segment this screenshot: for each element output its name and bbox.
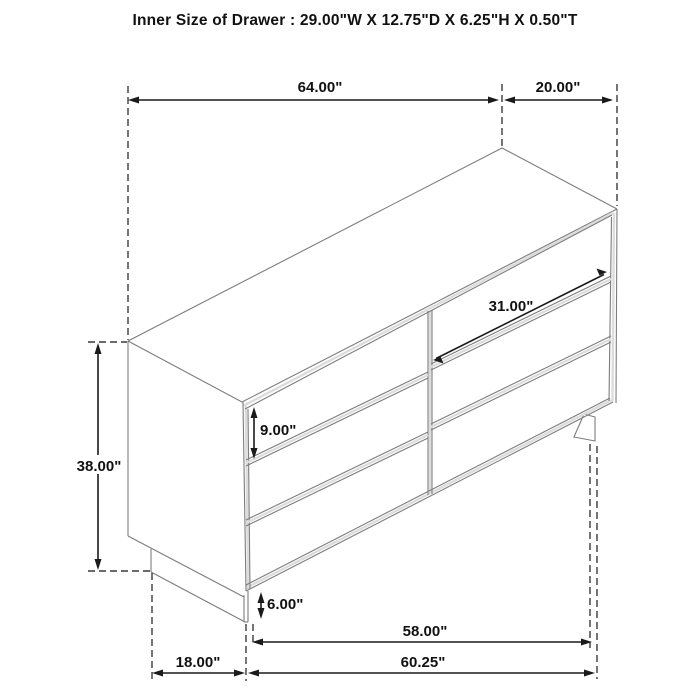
label-top-depth: 20.00" [535, 79, 581, 96]
dresser-outline [128, 148, 617, 622]
dimension-base-height [258, 592, 265, 619]
label-side-depth: 18.00" [175, 654, 221, 671]
label-drawer-height: 9.00" [260, 422, 297, 439]
dimension-top-width [128, 97, 499, 104]
dresser-top-face [128, 148, 617, 402]
dresser-left-side-panel [128, 341, 244, 597]
label-base-overall-width: 60.25" [400, 654, 446, 671]
label-overall-height: 38.00" [76, 458, 122, 475]
dimension-top-depth [504, 97, 613, 104]
panel-thickness-shading [244, 213, 614, 590]
drawer-gaps-left-column [246, 372, 428, 526]
label-drawer-width: 31.00" [488, 298, 534, 315]
dresser-base-plinth [151, 549, 248, 622]
label-base-height: 6.00" [267, 596, 304, 613]
extension-lines [88, 84, 617, 682]
label-base-front-width: 58.00" [402, 623, 448, 640]
dimension-lines [95, 97, 614, 677]
label-top-width: 64.00" [297, 79, 343, 96]
diagram-title: Inner Size of Drawer : 29.00"W X 12.75"D X 6.25"H X 0.50"T [132, 12, 578, 29]
dimension-drawer-height [251, 407, 258, 459]
dimension-drawer-width [433, 269, 607, 364]
